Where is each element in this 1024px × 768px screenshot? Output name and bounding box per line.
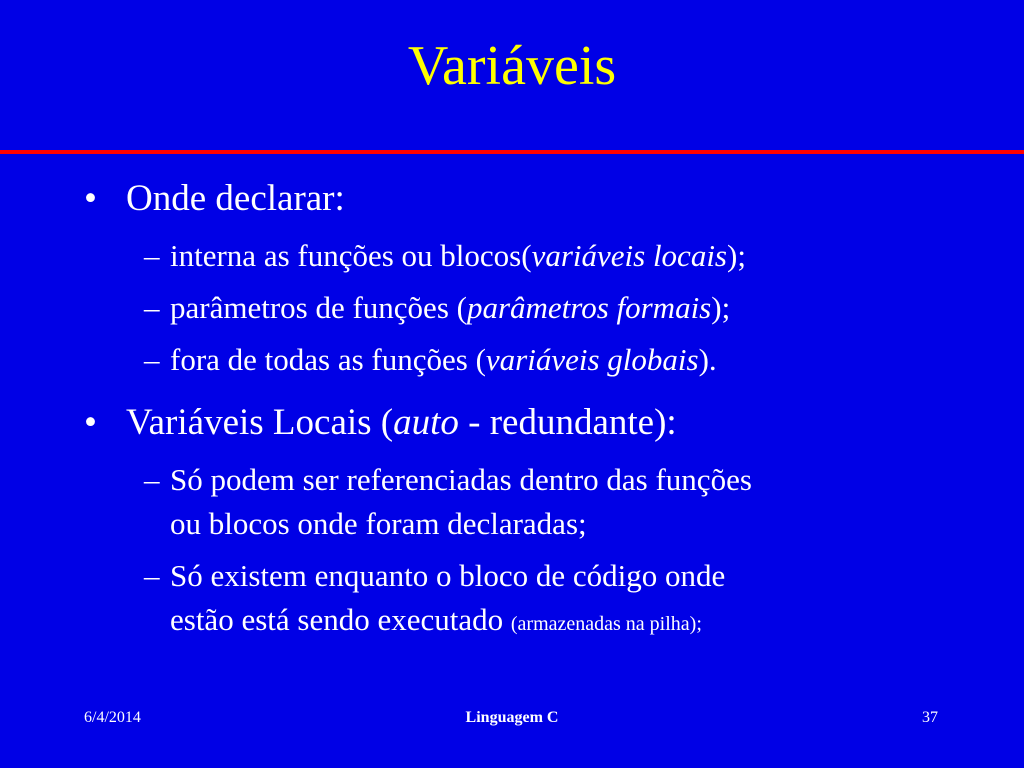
dash-icon: – [144, 290, 160, 325]
sub-item-parametros [144, 286, 964, 330]
bullet-onde-declarar [84, 172, 964, 226]
sub-item-emphasis: parâmetros formais [466, 290, 712, 325]
bullet-emphasis: auto [393, 402, 459, 443]
bullet-text: Onde declarar: [126, 178, 345, 219]
sub-item-text: estão está sendo executado [170, 602, 511, 637]
sub-item-line: ou blocos onde foram declaradas; [170, 506, 587, 541]
dash-icon: – [144, 558, 160, 593]
dash-icon: – [144, 342, 160, 377]
sub-item-emphasis: variáveis locais [531, 238, 727, 273]
sub-item-line-2 [170, 598, 964, 646]
slide-body [84, 172, 964, 652]
sub-item-text: fora de todas as funções ( [170, 342, 486, 377]
sub-item-text: parâmetros de funções ( [170, 290, 467, 325]
sub-item-text: interna as funções ou blocos( [170, 238, 532, 273]
sub-item-text-end: ); [727, 238, 746, 273]
title-divider [0, 150, 1024, 154]
dash-icon: – [144, 238, 160, 273]
sub-item-so-podem [144, 458, 964, 546]
footer-title: Linguagem C [465, 709, 559, 726]
bullet-text-end: - redundante): [458, 402, 677, 443]
sub-item-emphasis: variáveis globais [485, 342, 699, 377]
footer-date: 6/4/2014 [84, 709, 141, 726]
sub-item-interna [144, 234, 964, 278]
sub-item-text-end: ). [698, 342, 717, 377]
bullet-text: Variáveis Locais ( [126, 402, 394, 443]
bullet-variaveis-locais [84, 396, 964, 450]
footer-page-number: 37 [922, 709, 938, 726]
sub-item-note: (armazenadas na pilha); [510, 613, 702, 635]
sub-item-line: Só existem enquanto o bloco de código onde [170, 558, 726, 593]
sub-item-so-existem [144, 554, 964, 646]
sub-item-line: Só podem ser referenciadas dentro das funções [170, 462, 752, 497]
sub-item-fora [144, 338, 964, 382]
sub-item-text-end: ); [711, 290, 731, 325]
bullet-icon: • [84, 178, 97, 219]
slide-title: Variáveis [407, 35, 617, 97]
dash-icon: – [144, 462, 160, 497]
bullet-icon: • [84, 402, 97, 443]
